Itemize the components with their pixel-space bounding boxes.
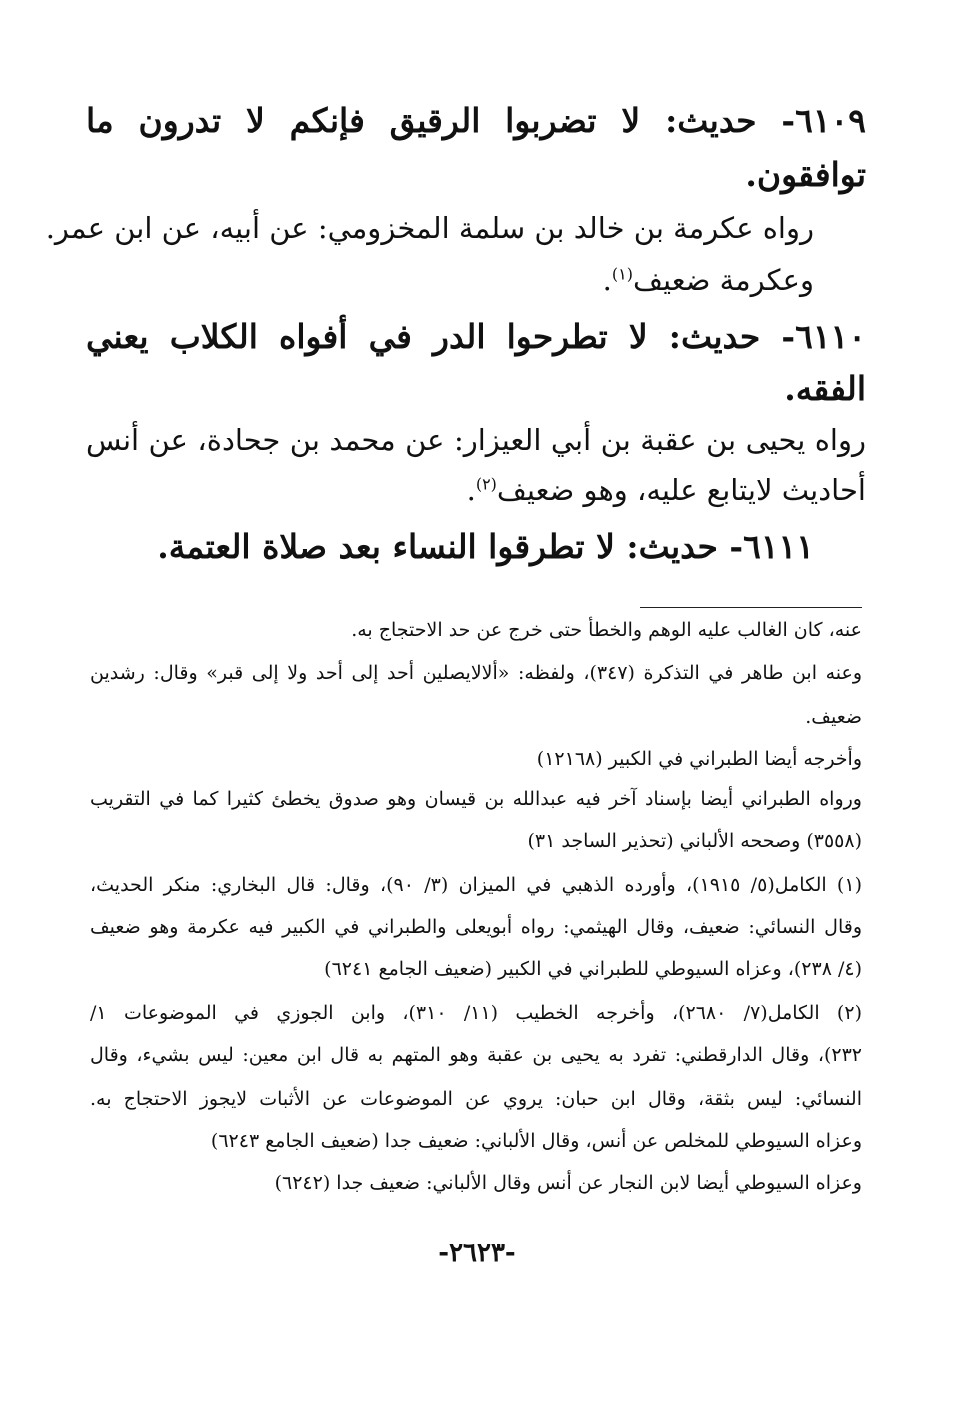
footnote-line: وقال النسائي: ضعيف، وقال الهيثمي: رواه أبويعلى والطبراني في الكبير فيه عكرمة وهو ضعيف	[90, 916, 862, 938]
hadith-6109-narration-line2	[34, 263, 814, 297]
hadith-6111-heading: ٦١١١- حديث: لا تطرقوا النساء بعد صلاة العتمة.	[157, 527, 814, 566]
narration-text: أحاديث لايتابع عليه، وهو ضعيف	[496, 473, 866, 507]
footnote-line: وعزاه السيوطي للمخلص عن أنس، وقال الألباني: ضعيف جدا (ضعيف الجامع ٦٢٤٣)	[210, 1130, 862, 1152]
hadith-6110-heading-line2: الفقه.	[784, 369, 866, 408]
footnote-line: عنه، كان الغالب عليه الوهم والخطأ حتى خرج عن حد الاحتجاج به.	[351, 619, 862, 641]
narration-end: .	[466, 473, 476, 507]
narration-text: وعكرمة ضعيف	[632, 263, 814, 297]
footnote-line: النسائي: ليس بثقة، وقال ابن حبان: يروي عن الموضوعات عن الأثبات لايجوز الاحتجاج به.	[90, 1088, 862, 1110]
hadith-6109-narration-line1: رواه عكرمة بن خالد بن سلمة المخزومي: عن أبيه، عن ابن عمر.	[45, 211, 814, 245]
footnote-line: ٢٣٢)، وقال الدارقطني: تفرد به يحيى بن عقبة وهو المتهم به قال ابن معين: ليس بشيء، وقال	[90, 1044, 862, 1066]
footnote-line: وعزاه السيوطي أيضا لابن النجار عن أنس وقال الألباني: ضعيف جدا (٦٢٤٢)	[274, 1172, 862, 1194]
hadith-6110-narration-line2	[86, 473, 866, 507]
footnote-marker-1[interactable]: (١)	[611, 264, 633, 284]
footnote-line: (٤/ ٢٣٨)، وعزاه السيوطي للطبراني في الكبير (ضعيف الجامع ٦٢٤١)	[324, 958, 862, 980]
hadith-6109-heading-line1: ٦١٠٩- حديث: لا تضربوا الرقيق فإنكم لا تدرون ما	[86, 101, 866, 140]
footnote-line: وأخرجه أيضا الطبراني في الكبير (١٢١٦٨)	[536, 748, 862, 770]
hadith-6110-heading-line1: ٦١١٠- حديث: لا تطرحوا الدر في أفواه الكلاب يعني	[86, 317, 866, 356]
page-number: -٢٦٢٣-	[438, 1238, 516, 1268]
narration-end: .	[602, 263, 612, 297]
hadith-6110-narration-line1: رواه يحيى بن عقبة بن أبي العيزار: عن محمد بن جحادة، عن أنس	[86, 423, 866, 457]
footnote-line: (٢) الكامل(٧/ ٢٦٨٠)، وأخرجه الخطيب (١١/ ٣١٠)، وابن الجوزي في الموضوعات ١/	[90, 1002, 862, 1024]
footnote-line: وعنه ابن طاهر في التذكرة (٣٤٧)، ولفظه: «ألالايصلين أحد إلى أحد ولا إلى قبر» وقال: رشدين	[90, 662, 863, 684]
footnote-separator	[640, 607, 862, 608]
footnote-marker-2[interactable]: (٢)	[475, 474, 497, 494]
footnote-line: ورواه الطبراني أيضا بإسناد آخر فيه عبدالله بن قيسان وهو صدوق يخطئ كثيرا كما في التقريب	[90, 788, 862, 810]
footnote-line: (٣٥٥٨) وصححه الألباني (تحذير الساجد ٣١)	[527, 830, 862, 852]
footnote-line: ضعيف.	[805, 706, 862, 728]
hadith-6109-heading-line2: توافقون.	[745, 155, 866, 194]
footnote-line: (١) الكامل(٥/ ١٩١٥)، وأورده الذهبي في الميزان (٣/ ٩٠)، وقال: قال البخاري: منكر الحديث،	[90, 874, 862, 896]
